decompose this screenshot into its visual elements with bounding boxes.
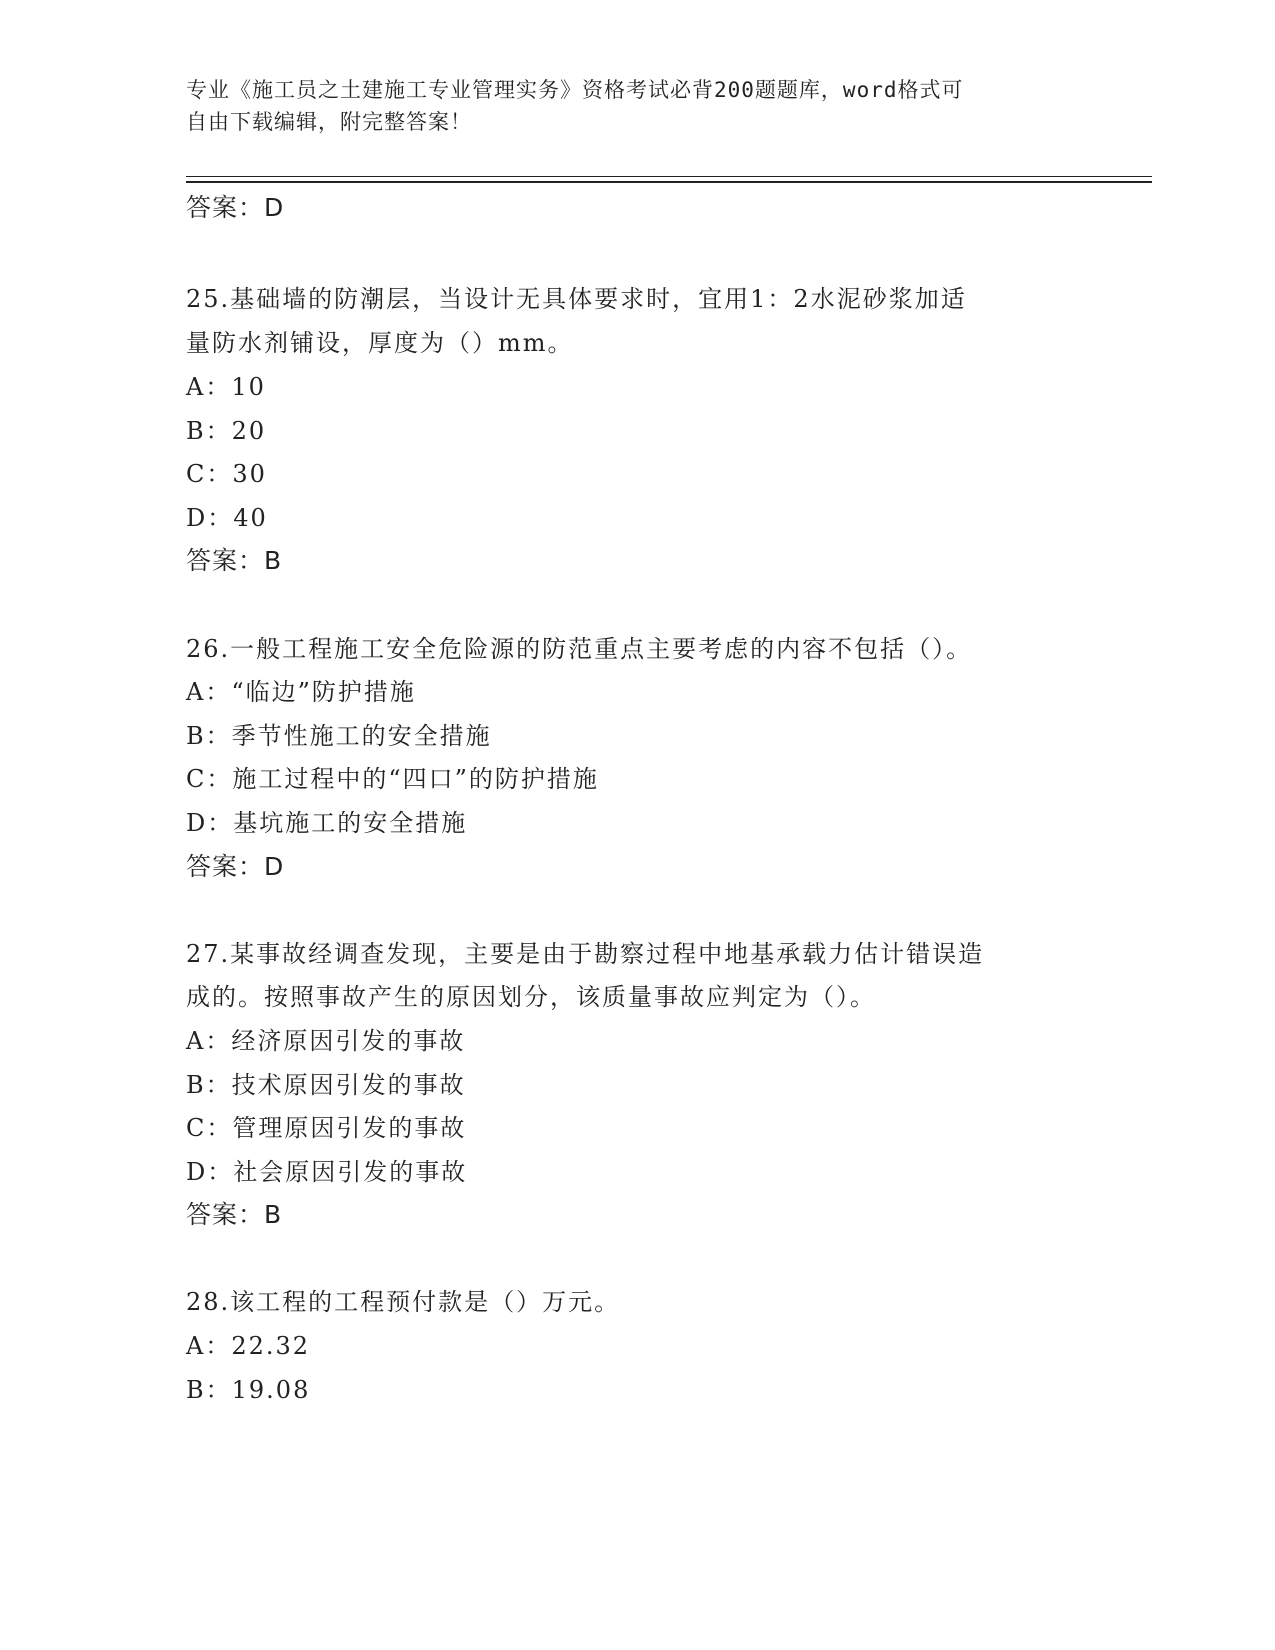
header-line-2: 自由下载编辑，附完整答案！ bbox=[186, 110, 472, 134]
question-27-stem-line-2: 成的。按照事故产生的原因划分，该质量事故应判定为（）。 bbox=[186, 983, 876, 1011]
question-27-option-b: B：技术原因引发的事故 bbox=[186, 1071, 466, 1099]
question-28-option-a: A：22.32 bbox=[186, 1332, 311, 1360]
question-27-option-a: A：经济原因引发的事故 bbox=[186, 1027, 466, 1055]
header-line-1: 专业《施工员之土建施工专业管理实务》资格考试必背200题题库，word格式可 bbox=[186, 78, 964, 102]
header-divider-thick bbox=[186, 181, 1152, 183]
header-divider-thin bbox=[186, 176, 1152, 177]
question-26-option-a: A：“临边”防护措施 bbox=[186, 678, 416, 706]
question-25-option-d: D：40 bbox=[186, 504, 268, 532]
document-header bbox=[186, 74, 1066, 138]
question-25-stem-line-2: 量防水剂铺设，厚度为（）mm。 bbox=[186, 329, 574, 357]
question-26-stem-line-1: 26.一般工程施工安全危险源的防范重点主要考虑的内容不包括（）。 bbox=[186, 635, 973, 663]
question-27-option-d: D：社会原因引发的事故 bbox=[186, 1158, 468, 1186]
question-26-option-b: B：季节性施工的安全措施 bbox=[186, 722, 492, 750]
question-26-option-d: D：基坑施工的安全措施 bbox=[186, 809, 468, 837]
answer-q25: 答案：B bbox=[186, 546, 283, 575]
question-25-option-c: C：30 bbox=[186, 460, 267, 488]
question-27-stem-line-1: 27.某事故经调查发现，主要是由于勘察过程中地基承载力估计错误造 bbox=[186, 940, 985, 968]
question-28-option-b: B：19.08 bbox=[186, 1376, 311, 1404]
question-26-option-c: C：施工过程中的“四口”的防护措施 bbox=[186, 765, 599, 793]
answer-q24: 答案：D bbox=[186, 193, 285, 222]
question-25-option-b: B：20 bbox=[186, 417, 267, 445]
question-27-option-c: C：管理原因引发的事故 bbox=[186, 1114, 467, 1142]
question-28-stem-line-1: 28.该工程的工程预付款是（）万元。 bbox=[186, 1288, 621, 1316]
answer-q26: 答案：D bbox=[186, 852, 285, 881]
question-25-stem-line-1: 25.基础墙的防潮层，当设计无具体要求时，宜用1：2水泥砂浆加适 bbox=[186, 285, 967, 313]
answer-q27: 答案：B bbox=[186, 1200, 283, 1229]
question-25-option-a: A：10 bbox=[186, 373, 266, 401]
